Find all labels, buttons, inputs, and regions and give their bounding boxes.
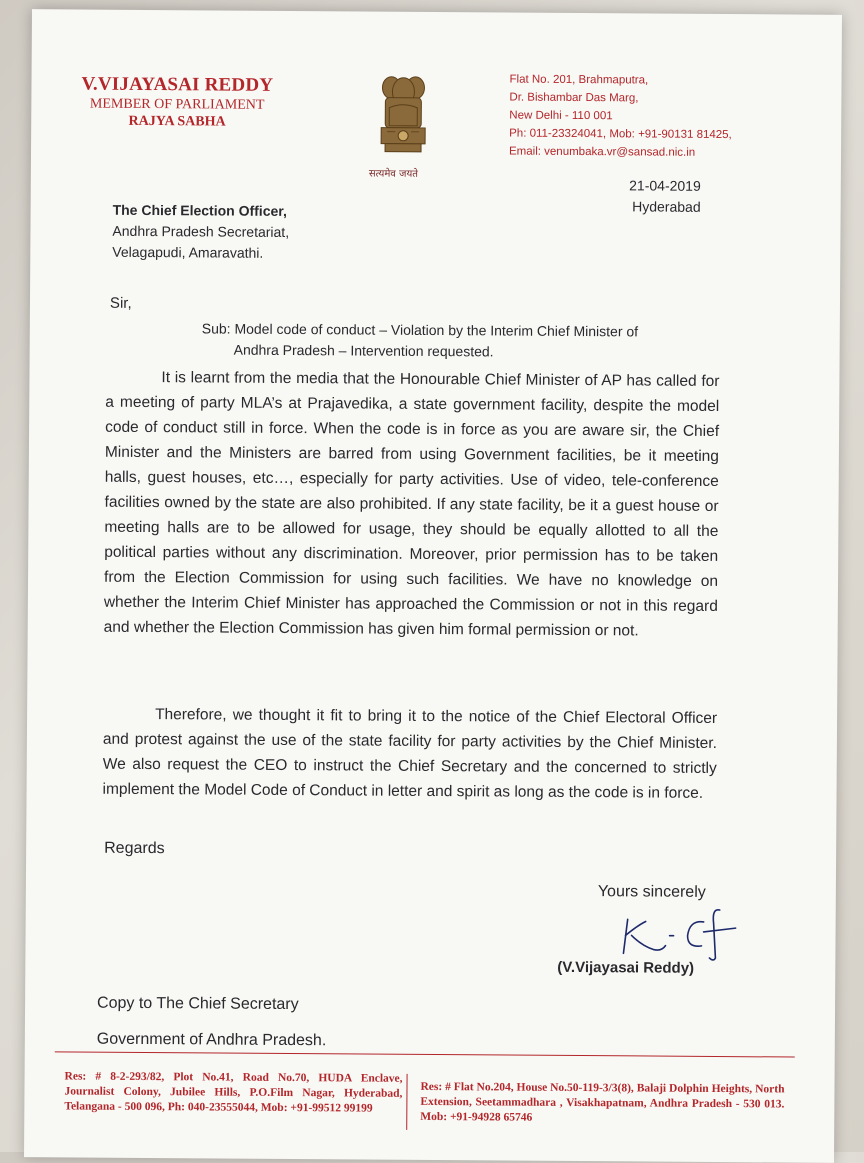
regards: Regards — [104, 839, 165, 858]
sender-title: MEMBER OF PARLIAMENT — [89, 96, 265, 113]
sender-name: V.VIJAYASAI REDDY — [81, 73, 274, 96]
letterhead-address — [509, 71, 732, 163]
emblem-motto: सत्यमेव जयते — [368, 168, 419, 180]
footer-address-right: Res: # Flat No.204, House No.50-119-3/3(8), Balaji Dolphin Heights, North Extension, Seetammadhara , Visakhapatnam, Andhra Pradesh - 530 013. Mob: +91-94928 65746 — [420, 1080, 785, 1124]
body-paragraph: Therefore, we thought it fit to bring it to the notice of the Chief Electoral Officer and protest against the use of the state facility for party activities by the Chief Minister. We also request the CEO to instruct the Chief Secretary and the concerned to strictly implement the Model Code of Conduct in letter and spirit as long as the code is in force. — [102, 706, 718, 802]
letter-page — [24, 9, 842, 1163]
date-block — [629, 175, 701, 217]
letterhead-sender — [81, 74, 273, 131]
recipient-line: Velagapudi, Amaravathi. — [112, 243, 264, 261]
recipient-address — [112, 200, 289, 264]
address-line: Ph: 011-23324041, Mob: +91-90131 81425, — [509, 127, 732, 142]
copy-line: Government of Andhra Pradesh. — [96, 1030, 327, 1050]
sender-house: RAJYA SABHA — [128, 113, 226, 130]
subject-text: Andhra Pradesh – Intervention requested. — [233, 341, 494, 360]
national-emblem-icon — [371, 68, 436, 176]
body-paragraph: It is learnt from the media that the Honourable Chief Minister of AP has called for a meeting of party MLA’s at Prajavedika, a state government facility, despite the model code of conduct still in force. When the code is in force as you are aware sir, the Chief Minister and the Ministers are barred from using Government facilities, be it meeting halls, guest houses, etc…, especially for party activities. Use of video, tele-conference facilities owned by the state are also prohibited. If any state facility, be it a guest house or meeting halls are to be allowed for usage, they should be equally allotted to all the political parties without any discrimination. Moreover, prior permission has to be taken from the Election Commission for using such facilities. We have no knowledge on whether the Interim Chief Minister has approached the Commission or not in this regard and whether the Election Commission has given him formal permission or not. — [103, 369, 720, 640]
copy-line: Copy to The Chief Secretary — [97, 994, 299, 1014]
signature-icon — [591, 901, 741, 962]
address-line: Flat No. 201, Brahmaputra, — [509, 73, 649, 87]
recipient-line: The Chief Election Officer, — [112, 201, 287, 219]
recipient-line: Andhra Pradesh Secretariat, — [112, 222, 290, 240]
footer-address-left: Res: # 8-2-293/82, Plot No.41, Road No.70, HUDA Enclave, Journalist Colony, Jubilee Hills, P.O.Film Nagar, Hyderabad, Telangana - 500 096, Ph: 040-23555044, Mob: +91-99512 99199 — [64, 1070, 403, 1115]
address-line: New Delhi - 110 001 — [509, 109, 613, 123]
signer-name: (V.Vijayasai Reddy) — [557, 958, 695, 977]
letter-place: Hyderabad — [632, 198, 701, 215]
copy-to — [97, 986, 327, 1060]
letter-date: 21-04-2019 — [629, 177, 701, 194]
salutation: Sir, — [109, 294, 132, 312]
subject-line — [202, 318, 639, 363]
address-line: Dr. Bishambar Das Marg, — [509, 91, 639, 105]
address-line: Email: venumbaka.vr@sansad.nic.in — [508, 145, 696, 159]
closing: Yours sincerely — [597, 883, 706, 901]
footer-separator — [406, 1074, 407, 1130]
subject-text: Sub: Model code of conduct – Violation by the Interim Chief Minister of — [201, 320, 639, 340]
